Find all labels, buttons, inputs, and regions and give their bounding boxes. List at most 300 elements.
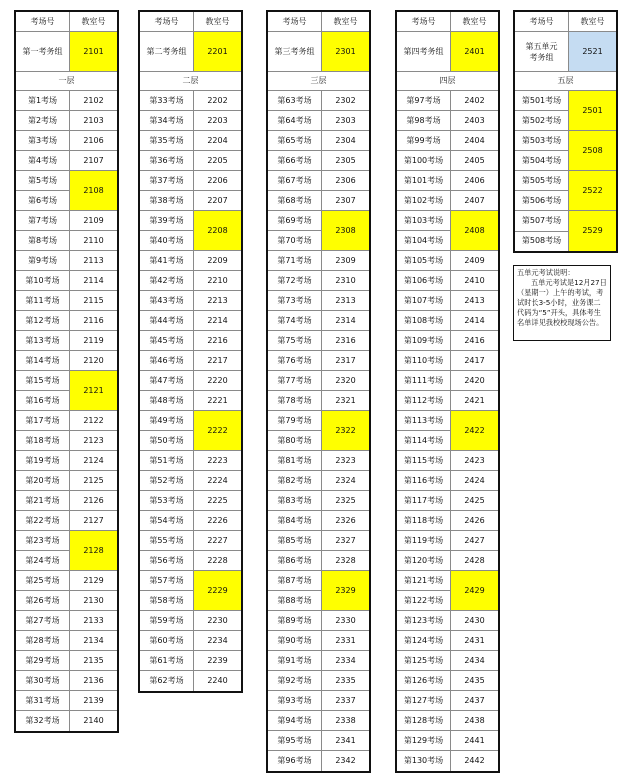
classroom-number: 2406 [464, 175, 485, 185]
exam-room-name: 第508考场 [521, 236, 562, 246]
classroom-number: 2125 [83, 475, 104, 485]
classroom-number: 2402 [464, 95, 485, 105]
table-row [16, 651, 117, 671]
classroom-number: 2317 [335, 355, 356, 365]
classroom-number: 2216 [207, 335, 228, 345]
exam-room-name: 第111考场 [403, 375, 444, 385]
exam-room-name: 第124考场 [403, 635, 444, 645]
classroom-number: 2423 [464, 455, 485, 465]
exam-room-names [397, 611, 451, 630]
exam-room-names [16, 591, 70, 610]
table-row [268, 131, 369, 151]
exam-room-names [397, 391, 451, 410]
exam-room-names [140, 211, 194, 250]
exam-room-names [268, 511, 322, 530]
exam-room-name: 第54考场 [149, 515, 184, 525]
exam-room-name: 第109考场 [403, 335, 444, 345]
exam-room-name: 第75考场 [277, 335, 312, 345]
classroom-number: 2139 [83, 695, 104, 705]
exam-room-name: 第81考场 [277, 455, 312, 465]
classroom-number: 2338 [335, 715, 356, 725]
exam-room-names [16, 331, 70, 350]
exam-room-name: 第27考场 [25, 615, 60, 625]
classroom-number: 2202 [207, 95, 228, 105]
exam-room-names [397, 191, 451, 210]
table-row [268, 391, 369, 411]
exam-room-name: 第126考场 [403, 675, 444, 685]
header-exam-room: 考场号 [140, 12, 194, 31]
exam-room-names [140, 351, 194, 370]
exam-room-name: 第91考场 [277, 655, 312, 665]
table-row [397, 191, 498, 211]
exam-room-name: 第5考场 [16, 171, 69, 191]
header-exam-room: 考场号 [397, 12, 451, 31]
exam-room-names [397, 731, 451, 750]
exam-room-name: 第40考场 [149, 235, 184, 245]
table-row [16, 531, 117, 571]
exam-room-name: 第67考场 [277, 175, 312, 185]
exam-room-names [397, 331, 451, 350]
classroom-number: 2303 [335, 115, 356, 125]
classroom-number: 2302 [335, 95, 356, 105]
exam-room-name: 第2考场 [27, 115, 58, 125]
group-classroom: 2301 [322, 32, 369, 71]
table-row [397, 311, 498, 331]
classroom-number: 2430 [464, 615, 485, 625]
exam-room-names [397, 471, 451, 490]
classroom-number: 2226 [207, 515, 228, 525]
exam-room-names [268, 331, 322, 350]
classroom-number: 2335 [335, 675, 356, 685]
table-row [397, 111, 498, 131]
exam-room-names [16, 571, 70, 590]
exam-room-names [16, 211, 70, 230]
table-row [268, 471, 369, 491]
floor-label: 二层 [182, 76, 199, 85]
exam-room-names [16, 291, 70, 310]
exam-room-names [268, 491, 322, 510]
exam-table-3 [266, 10, 371, 773]
exam-room-name: 第64考场 [277, 115, 312, 125]
classroom-number: 2437 [464, 695, 485, 705]
exam-room-name: 第46考场 [149, 355, 184, 365]
exam-room-name: 第117考场 [403, 495, 444, 505]
classroom-number: 2337 [335, 695, 356, 705]
exam-room-names [397, 291, 451, 310]
header-exam-room: 考场号 [268, 12, 322, 31]
exam-affairs-group-row [140, 32, 241, 72]
exam-room-name: 第116考场 [403, 475, 444, 485]
table-row [268, 211, 369, 251]
exam-room-name: 第82考场 [277, 475, 312, 485]
exam-room-name: 第123考场 [403, 615, 444, 625]
table-row [268, 531, 369, 551]
fifth-unit-note [513, 265, 611, 341]
exam-room-names [140, 271, 194, 290]
exam-room-names [16, 691, 70, 710]
exam-table-5 [513, 10, 618, 253]
floor-row [140, 72, 241, 91]
classroom-number: 2501 [569, 91, 616, 130]
floor-row [16, 72, 117, 91]
exam-room-name: 第63考场 [277, 95, 312, 105]
exam-table-4 [395, 10, 500, 773]
exam-room-name: 第128考场 [403, 715, 444, 725]
exam-room-names [140, 291, 194, 310]
exam-affairs-group-row [515, 32, 616, 72]
exam-room-name: 第51考场 [149, 455, 184, 465]
table-row [140, 391, 241, 411]
table-row [140, 471, 241, 491]
exam-room-name: 第103考场 [397, 211, 450, 231]
exam-room-names [16, 411, 70, 430]
exam-room-names [268, 471, 322, 490]
exam-room-names [268, 731, 322, 750]
exam-room-name: 第24考场 [25, 555, 60, 565]
table-row [397, 731, 498, 751]
table-row [140, 91, 241, 111]
exam-room-names [397, 751, 451, 771]
table-row [397, 571, 498, 611]
exam-room-name: 第89考场 [277, 615, 312, 625]
exam-room-name: 第71考场 [277, 255, 312, 265]
exam-room-name: 第106考场 [403, 275, 444, 285]
classroom-number: 2120 [83, 355, 104, 365]
exam-room-name: 第49考场 [140, 411, 193, 431]
classroom-number: 2425 [464, 495, 485, 505]
exam-room-name: 第92考场 [277, 675, 312, 685]
exam-room-name: 第79考场 [268, 411, 321, 431]
exam-room-name: 第55考场 [149, 535, 184, 545]
table-row [16, 611, 117, 631]
exam-room-name: 第60考场 [149, 635, 184, 645]
exam-room-name: 第129考场 [403, 735, 444, 745]
exam-room-names [16, 91, 70, 110]
table-row [140, 151, 241, 171]
exam-room-names [140, 511, 194, 530]
classroom-number: 2119 [83, 335, 104, 345]
exam-room-name: 第39考场 [140, 211, 193, 231]
table-row [397, 371, 498, 391]
classroom-number: 2240 [207, 676, 228, 685]
exam-room-name: 第21考场 [25, 495, 60, 505]
classroom-number: 2331 [335, 635, 356, 645]
exam-room-name: 第121考场 [397, 571, 450, 591]
exam-room-names [397, 551, 451, 570]
classroom-number: 2328 [335, 555, 356, 565]
exam-room-names [397, 491, 451, 510]
exam-room-names [397, 411, 451, 450]
exam-room-name: 第13考场 [25, 335, 60, 345]
table-row [16, 91, 117, 111]
classroom-number: 2404 [464, 135, 485, 145]
classroom-number: 2224 [207, 475, 228, 485]
exam-affairs-group-row [268, 32, 369, 72]
exam-room-name: 第48考场 [149, 395, 184, 405]
exam-room-name: 第119考场 [403, 535, 444, 545]
exam-room-names [268, 111, 322, 130]
table-row [16, 271, 117, 291]
exam-room-names [140, 91, 194, 110]
table-row [397, 251, 498, 271]
exam-room-name: 第98考场 [406, 115, 441, 125]
classroom-number: 2133 [83, 615, 104, 625]
classroom-number: 2410 [464, 275, 485, 285]
classroom-number: 2205 [207, 155, 228, 165]
exam-room-name: 第33考场 [149, 95, 184, 105]
header-row [16, 12, 117, 32]
table-row [268, 751, 369, 771]
table-row [140, 331, 241, 351]
exam-room-names [16, 451, 70, 470]
exam-room-name: 第80考场 [277, 435, 312, 445]
classroom-number: 2239 [207, 655, 228, 665]
exam-room-names [268, 131, 322, 150]
exam-room-name: 第74考场 [277, 315, 312, 325]
table-row [268, 91, 369, 111]
classroom-number: 2222 [194, 411, 241, 450]
classroom-number: 2113 [83, 255, 104, 265]
exam-room-name: 第70考场 [277, 235, 312, 245]
table-row [268, 691, 369, 711]
table-row [140, 531, 241, 551]
exam-room-names [140, 111, 194, 130]
exam-room-name: 第12考场 [25, 315, 60, 325]
classroom-number: 2329 [322, 571, 369, 610]
classroom-number: 2310 [335, 275, 356, 285]
classroom-number: 2304 [335, 135, 356, 145]
table-row [140, 611, 241, 631]
table-row [140, 311, 241, 331]
exam-room-name: 第22考场 [25, 515, 60, 525]
classroom-number: 2409 [464, 255, 485, 265]
classroom-number: 2209 [207, 255, 228, 265]
exam-room-name: 第29考场 [25, 655, 60, 665]
classroom-number: 2214 [207, 315, 228, 325]
exam-room-names [397, 151, 451, 170]
table-row [16, 151, 117, 171]
table-row [268, 411, 369, 451]
exam-room-name: 第61考场 [149, 655, 184, 665]
table-row [140, 351, 241, 371]
classroom-number: 2342 [335, 756, 356, 765]
exam-room-names [140, 571, 194, 610]
table-row [397, 391, 498, 411]
table-row [16, 671, 117, 691]
exam-room-names [268, 191, 322, 210]
table-row [16, 171, 117, 211]
table-row [16, 111, 117, 131]
exam-room-name: 第73考场 [277, 295, 312, 305]
exam-room-names [268, 751, 322, 771]
classroom-number: 2207 [207, 195, 228, 205]
classroom-number: 2421 [464, 395, 485, 405]
exam-room-names [397, 251, 451, 270]
table-row [268, 351, 369, 371]
table-row [397, 651, 498, 671]
exam-room-name: 第84考场 [277, 515, 312, 525]
exam-room-name: 第42考场 [149, 275, 184, 285]
table-row [16, 591, 117, 611]
classroom-number: 2106 [83, 135, 104, 145]
exam-room-names [397, 171, 451, 190]
exam-room-name: 第65考场 [277, 135, 312, 145]
table-row [397, 211, 498, 251]
classroom-number: 2128 [70, 531, 117, 570]
table-row [268, 731, 369, 751]
exam-room-names [140, 171, 194, 190]
exam-room-name: 第56考场 [149, 555, 184, 565]
exam-room-names [397, 111, 451, 130]
exam-room-name: 第102考场 [403, 195, 444, 205]
table-row [16, 131, 117, 151]
classroom-number: 2230 [207, 615, 228, 625]
table-row [140, 251, 241, 271]
classroom-number: 2136 [83, 675, 104, 685]
classroom-number: 2327 [335, 535, 356, 545]
exam-room-name: 第502考场 [521, 115, 562, 125]
exam-room-names [268, 551, 322, 570]
classroom-number: 2522 [569, 171, 616, 210]
exam-room-name: 第99考场 [406, 135, 441, 145]
exam-room-name: 第114考场 [403, 435, 444, 445]
exam-room-names [515, 211, 569, 251]
exam-room-names [16, 351, 70, 370]
exam-room-name: 第78考场 [277, 395, 312, 405]
table-row [397, 91, 498, 111]
exam-room-name: 第105考场 [403, 255, 444, 265]
classroom-number: 2341 [335, 735, 356, 745]
exam-room-name: 第4考场 [27, 155, 58, 165]
header-row [515, 12, 616, 32]
table-row [268, 151, 369, 171]
table-row [16, 231, 117, 251]
header-row [140, 12, 241, 32]
header-classroom: 教室号 [580, 16, 605, 26]
exam-room-names [397, 671, 451, 690]
exam-room-names [268, 91, 322, 110]
exam-room-names [397, 531, 451, 550]
table-row [397, 751, 498, 771]
classroom-number: 2413 [464, 295, 485, 305]
exam-room-names [397, 691, 451, 710]
table-row [16, 711, 117, 731]
table-row [16, 631, 117, 651]
classroom-number: 2234 [207, 635, 228, 645]
exam-room-name: 第28考场 [25, 635, 60, 645]
table-row [16, 371, 117, 411]
exam-room-names [140, 491, 194, 510]
classroom-number: 2322 [322, 411, 369, 450]
note-title: 五单元考试说明： [517, 268, 575, 277]
exam-room-names [16, 431, 70, 450]
exam-room-names [268, 371, 322, 390]
group-classroom: 2201 [194, 32, 241, 71]
exam-room-name: 第32考场 [25, 716, 60, 725]
exam-room-name: 第44考场 [149, 315, 184, 325]
table-row [140, 111, 241, 131]
exam-room-names [397, 311, 451, 330]
classroom-number: 2416 [464, 335, 485, 345]
classroom-number: 2217 [207, 355, 228, 365]
table-row [140, 571, 241, 611]
classroom-number: 2221 [207, 395, 228, 405]
exam-room-name: 第96考场 [277, 756, 312, 765]
table-row [268, 651, 369, 671]
classroom-number: 2438 [464, 715, 485, 725]
exam-room-names [268, 671, 322, 690]
classroom-number: 2116 [83, 315, 104, 325]
exam-room-name: 第18考场 [25, 435, 60, 445]
exam-room-name: 第108考场 [403, 315, 444, 325]
classroom-number: 2431 [464, 635, 485, 645]
exam-room-name: 第101考场 [403, 175, 444, 185]
classroom-number: 2330 [335, 615, 356, 625]
exam-room-names [16, 231, 70, 250]
exam-room-name: 第125考场 [403, 655, 444, 665]
exam-room-names [16, 471, 70, 490]
exam-room-name: 第85考场 [277, 535, 312, 545]
exam-room-names [268, 451, 322, 470]
exam-room-names [140, 471, 194, 490]
table-row [140, 211, 241, 251]
floor-row [268, 72, 369, 91]
table-row [268, 571, 369, 611]
table-row [140, 551, 241, 571]
table-row [140, 171, 241, 191]
classroom-number: 2324 [335, 475, 356, 485]
exam-room-names [515, 171, 569, 210]
exam-room-name: 第50考场 [149, 435, 184, 445]
exam-room-name: 第66考场 [277, 155, 312, 165]
classroom-number: 2126 [83, 495, 104, 505]
header-row [397, 12, 498, 32]
exam-room-names [397, 91, 451, 110]
classroom-number: 2107 [83, 155, 104, 165]
classroom-number: 2127 [83, 515, 104, 525]
exam-room-name: 第14考场 [25, 355, 60, 365]
exam-room-name: 第505考场 [515, 171, 568, 191]
classroom-number: 2204 [207, 135, 228, 145]
group-classroom: 2101 [70, 32, 117, 71]
classroom-number: 2441 [464, 735, 485, 745]
table-row [515, 211, 616, 251]
classroom-number: 2115 [83, 295, 104, 305]
table-row [268, 671, 369, 691]
exam-room-names [140, 671, 194, 691]
classroom-number: 2434 [464, 655, 485, 665]
table-row [268, 291, 369, 311]
exam-room-name: 第11考场 [25, 295, 60, 305]
header-classroom: 教室号 [333, 16, 358, 26]
table-row [268, 251, 369, 271]
classroom-number: 2103 [83, 115, 104, 125]
exam-room-names [268, 311, 322, 330]
classroom-number: 2405 [464, 155, 485, 165]
exam-room-name: 第34考场 [149, 115, 184, 125]
table-row [16, 571, 117, 591]
classroom-number: 2223 [207, 455, 228, 465]
table-row [515, 171, 616, 211]
table-row [16, 331, 117, 351]
exam-room-name: 第100考场 [403, 155, 444, 165]
table-row [397, 331, 498, 351]
table-row [140, 271, 241, 291]
exam-room-name: 第17考场 [25, 415, 60, 425]
exam-room-name: 第112考场 [403, 395, 444, 405]
exam-room-names [16, 111, 70, 130]
exam-room-name: 第120考场 [403, 555, 444, 565]
